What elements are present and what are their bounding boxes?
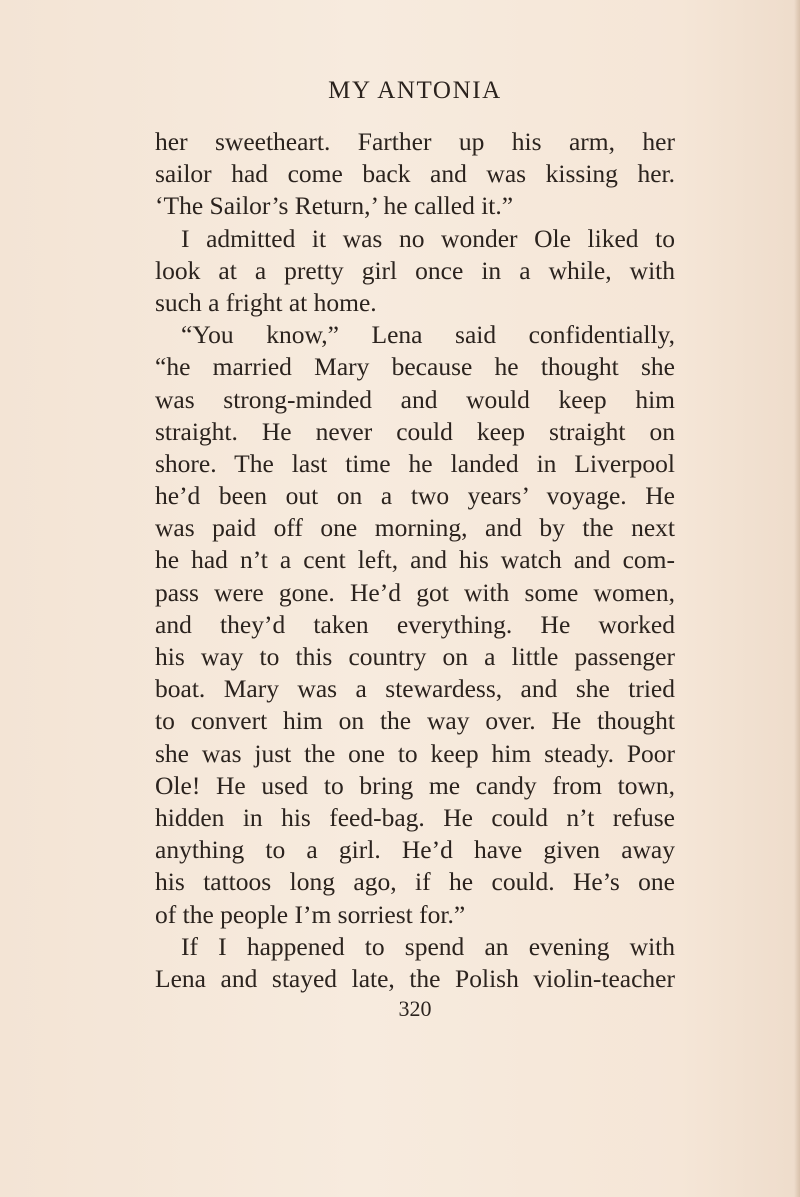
page-number: 320 [398, 996, 432, 1021]
text-line: straight. He never could keep straight on [155, 416, 675, 446]
text-line: was paid off one morning, and by the next [155, 513, 675, 543]
text-line: was strong-minded and would keep him [155, 384, 675, 414]
text-line: Lena and stayed late, the Polish violin-teacher [155, 963, 675, 993]
text-line: such a fright at home. [155, 287, 377, 317]
text-line: Ole! He used to bring me candy from town, [155, 770, 675, 800]
text-line: shore. The last time he landed in Liverpool [155, 448, 675, 478]
text-line: sailor had come back and was kissing her. [155, 159, 675, 189]
text-line: look at a pretty girl once in a while, with [155, 255, 675, 285]
text-line: of the people I’m sorriest for.” [155, 899, 466, 929]
text-line: ‘The Sailor’s Return,’ he called it.” [155, 191, 514, 221]
text-line: hidden in his feed-bag. He could n’t refuse [155, 802, 675, 832]
text-line: he’d been out on a two years’ voyage. He [155, 481, 675, 511]
text-line: his way to this country on a little passenger [155, 642, 675, 671]
text-line: to convert him on the way over. He thought [155, 706, 675, 736]
text-line: and they’d taken everything. He worked [155, 609, 675, 639]
text-line: her sweetheart. Farther up his arm, her [155, 127, 675, 156]
text-line: I admitted it was no wonder Ole liked to [181, 223, 675, 253]
text-line: pass were gone. He’d got with some women, [155, 577, 675, 607]
text-line: anything to a girl. He’d have given away [155, 835, 675, 865]
text-line: If I happened to spend an evening with [181, 931, 675, 961]
text-line: “You know,” Lena said confidentially, [181, 320, 675, 350]
text-line: boat. Mary was a stewardess, and she tried [155, 674, 675, 704]
text-line: his tattoos long ago, if he could. He’s one [155, 867, 675, 897]
body-text [155, 126, 675, 995]
running-head: MY ANTONIA [328, 77, 502, 104]
text-line: he had n’t a cent left, and his watch and com- [155, 545, 675, 575]
text-line: “he married Mary because he thought she [155, 352, 675, 382]
text-line: she was just the one to keep him steady. Poor [155, 738, 675, 768]
